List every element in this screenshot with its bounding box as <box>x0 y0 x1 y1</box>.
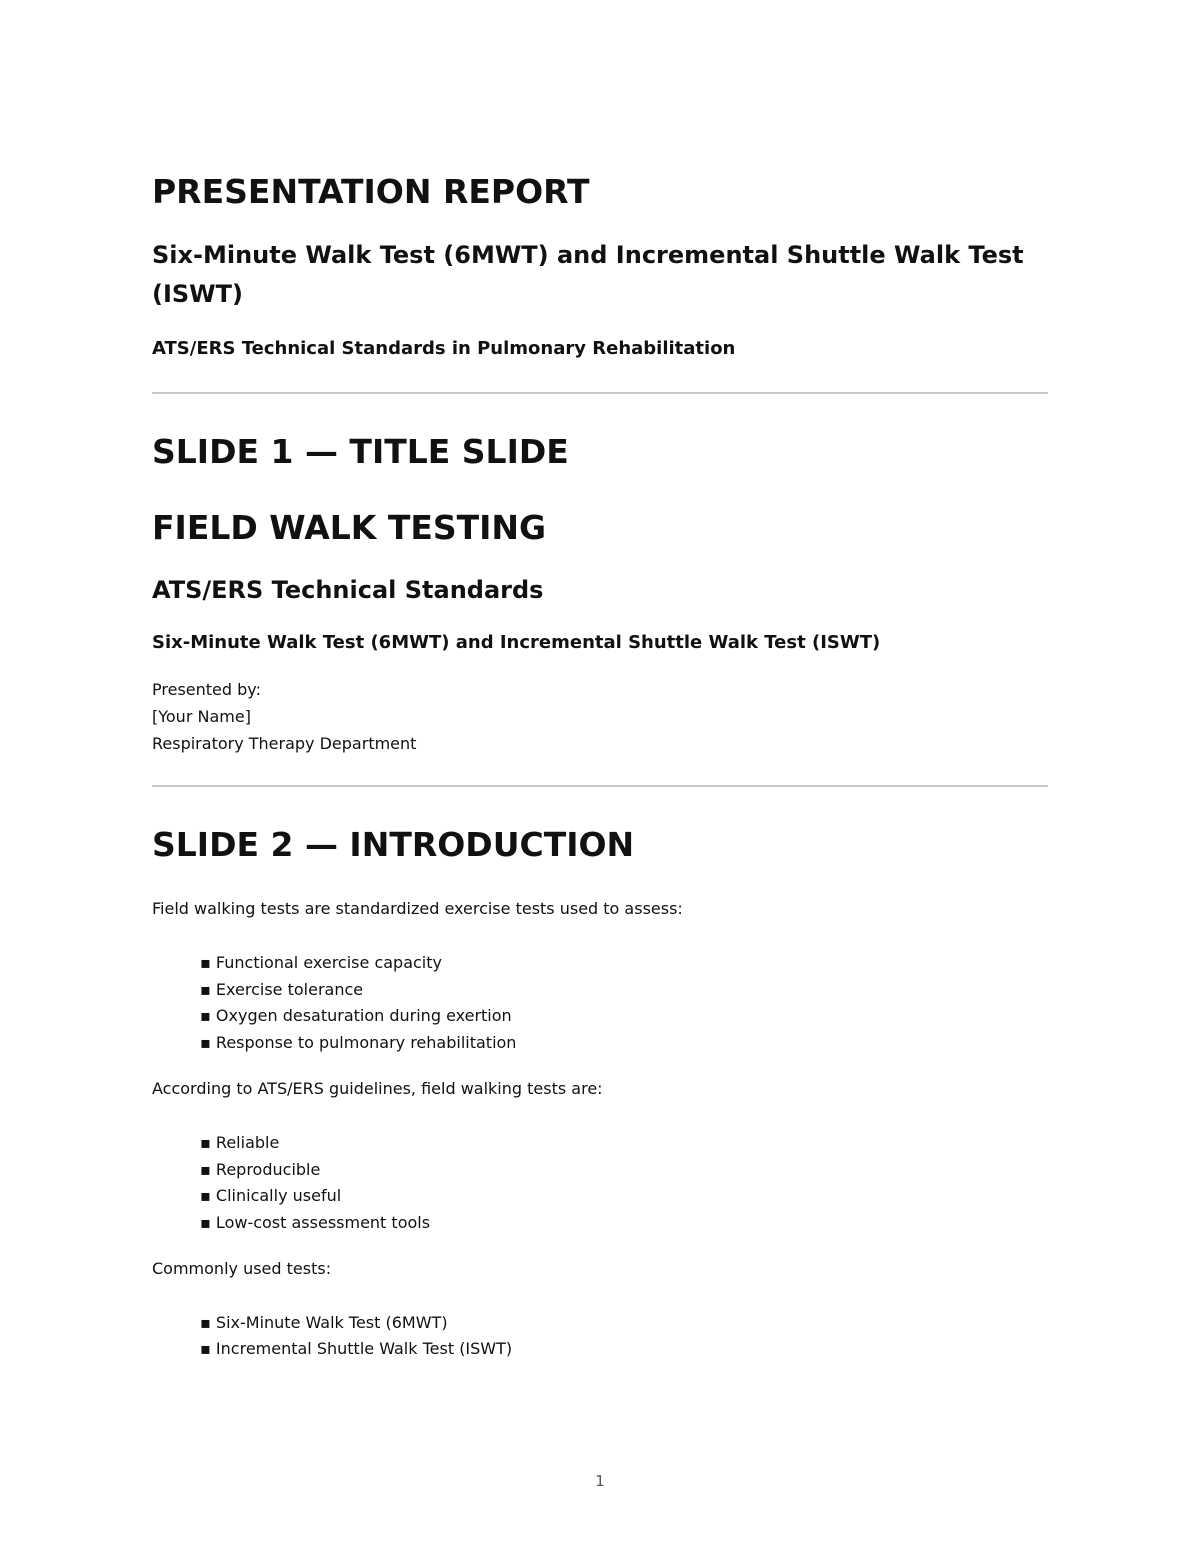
list-item: ▪ Incremental Shuttle Walk Test (ISWT) <box>200 1339 513 1359</box>
presenter-name: [Your Name] <box>152 707 251 726</box>
section-divider <box>152 392 1048 394</box>
common-intro: Commonly used tests: <box>152 1258 332 1278</box>
guidelines-intro: According to ATS/ERS guidelines, field walking tests are: <box>152 1078 603 1098</box>
list-item: ▪ Clinically useful <box>200 1186 342 1206</box>
document-page <box>152 170 1048 1363</box>
assess-list <box>152 950 1048 1057</box>
report-title: PRESENTATION REPORT <box>152 172 590 211</box>
slide1-standards: ATS/ERS Technical Standards <box>152 576 544 604</box>
common-tests-list <box>152 1310 1048 1363</box>
list-item: ▪ Low-cost assessment tools <box>200 1212 431 1232</box>
list-item: ▪ Response to pulmonary rehabilitation <box>200 1033 517 1053</box>
list-item: ▪ Functional exercise capacity <box>200 953 442 972</box>
list-item: ▪ Oxygen desaturation during exertion <box>200 1006 512 1026</box>
presenter-label: Presented by: <box>152 680 261 699</box>
slide2-intro: Field walking tests are standardized exercise tests used to assess: <box>152 899 683 918</box>
report-tagline: ATS/ERS Technical Standards in Pulmonary Rehabilitation <box>152 338 736 359</box>
slide2-heading: SLIDE 2 — INTRODUCTION <box>152 825 635 864</box>
slide1-tests: Six-Minute Walk Test (6MWT) and Incremental Shuttle Walk Test (ISWT) <box>152 632 881 653</box>
report-subtitle: Six-Minute Walk Test (6MWT) and Incremental Shuttle Walk Test (ISWT) <box>152 241 1024 308</box>
page-number: 1 <box>595 1472 605 1490</box>
guidelines-list <box>152 1130 1048 1237</box>
section-divider <box>152 785 1048 787</box>
presenter-department: Respiratory Therapy Department <box>152 734 417 753</box>
list-item: ▪ Six-Minute Walk Test (6MWT) <box>200 1312 448 1332</box>
slide1-main-title: FIELD WALK TESTING <box>152 508 547 547</box>
list-item: ▪ Reliable <box>200 1132 280 1152</box>
list-item: ▪ Reproducible <box>200 1159 321 1179</box>
list-item: ▪ Exercise tolerance <box>200 979 364 999</box>
presenter-block <box>152 676 1048 757</box>
slide1-heading: SLIDE 1 — TITLE SLIDE <box>152 432 569 471</box>
